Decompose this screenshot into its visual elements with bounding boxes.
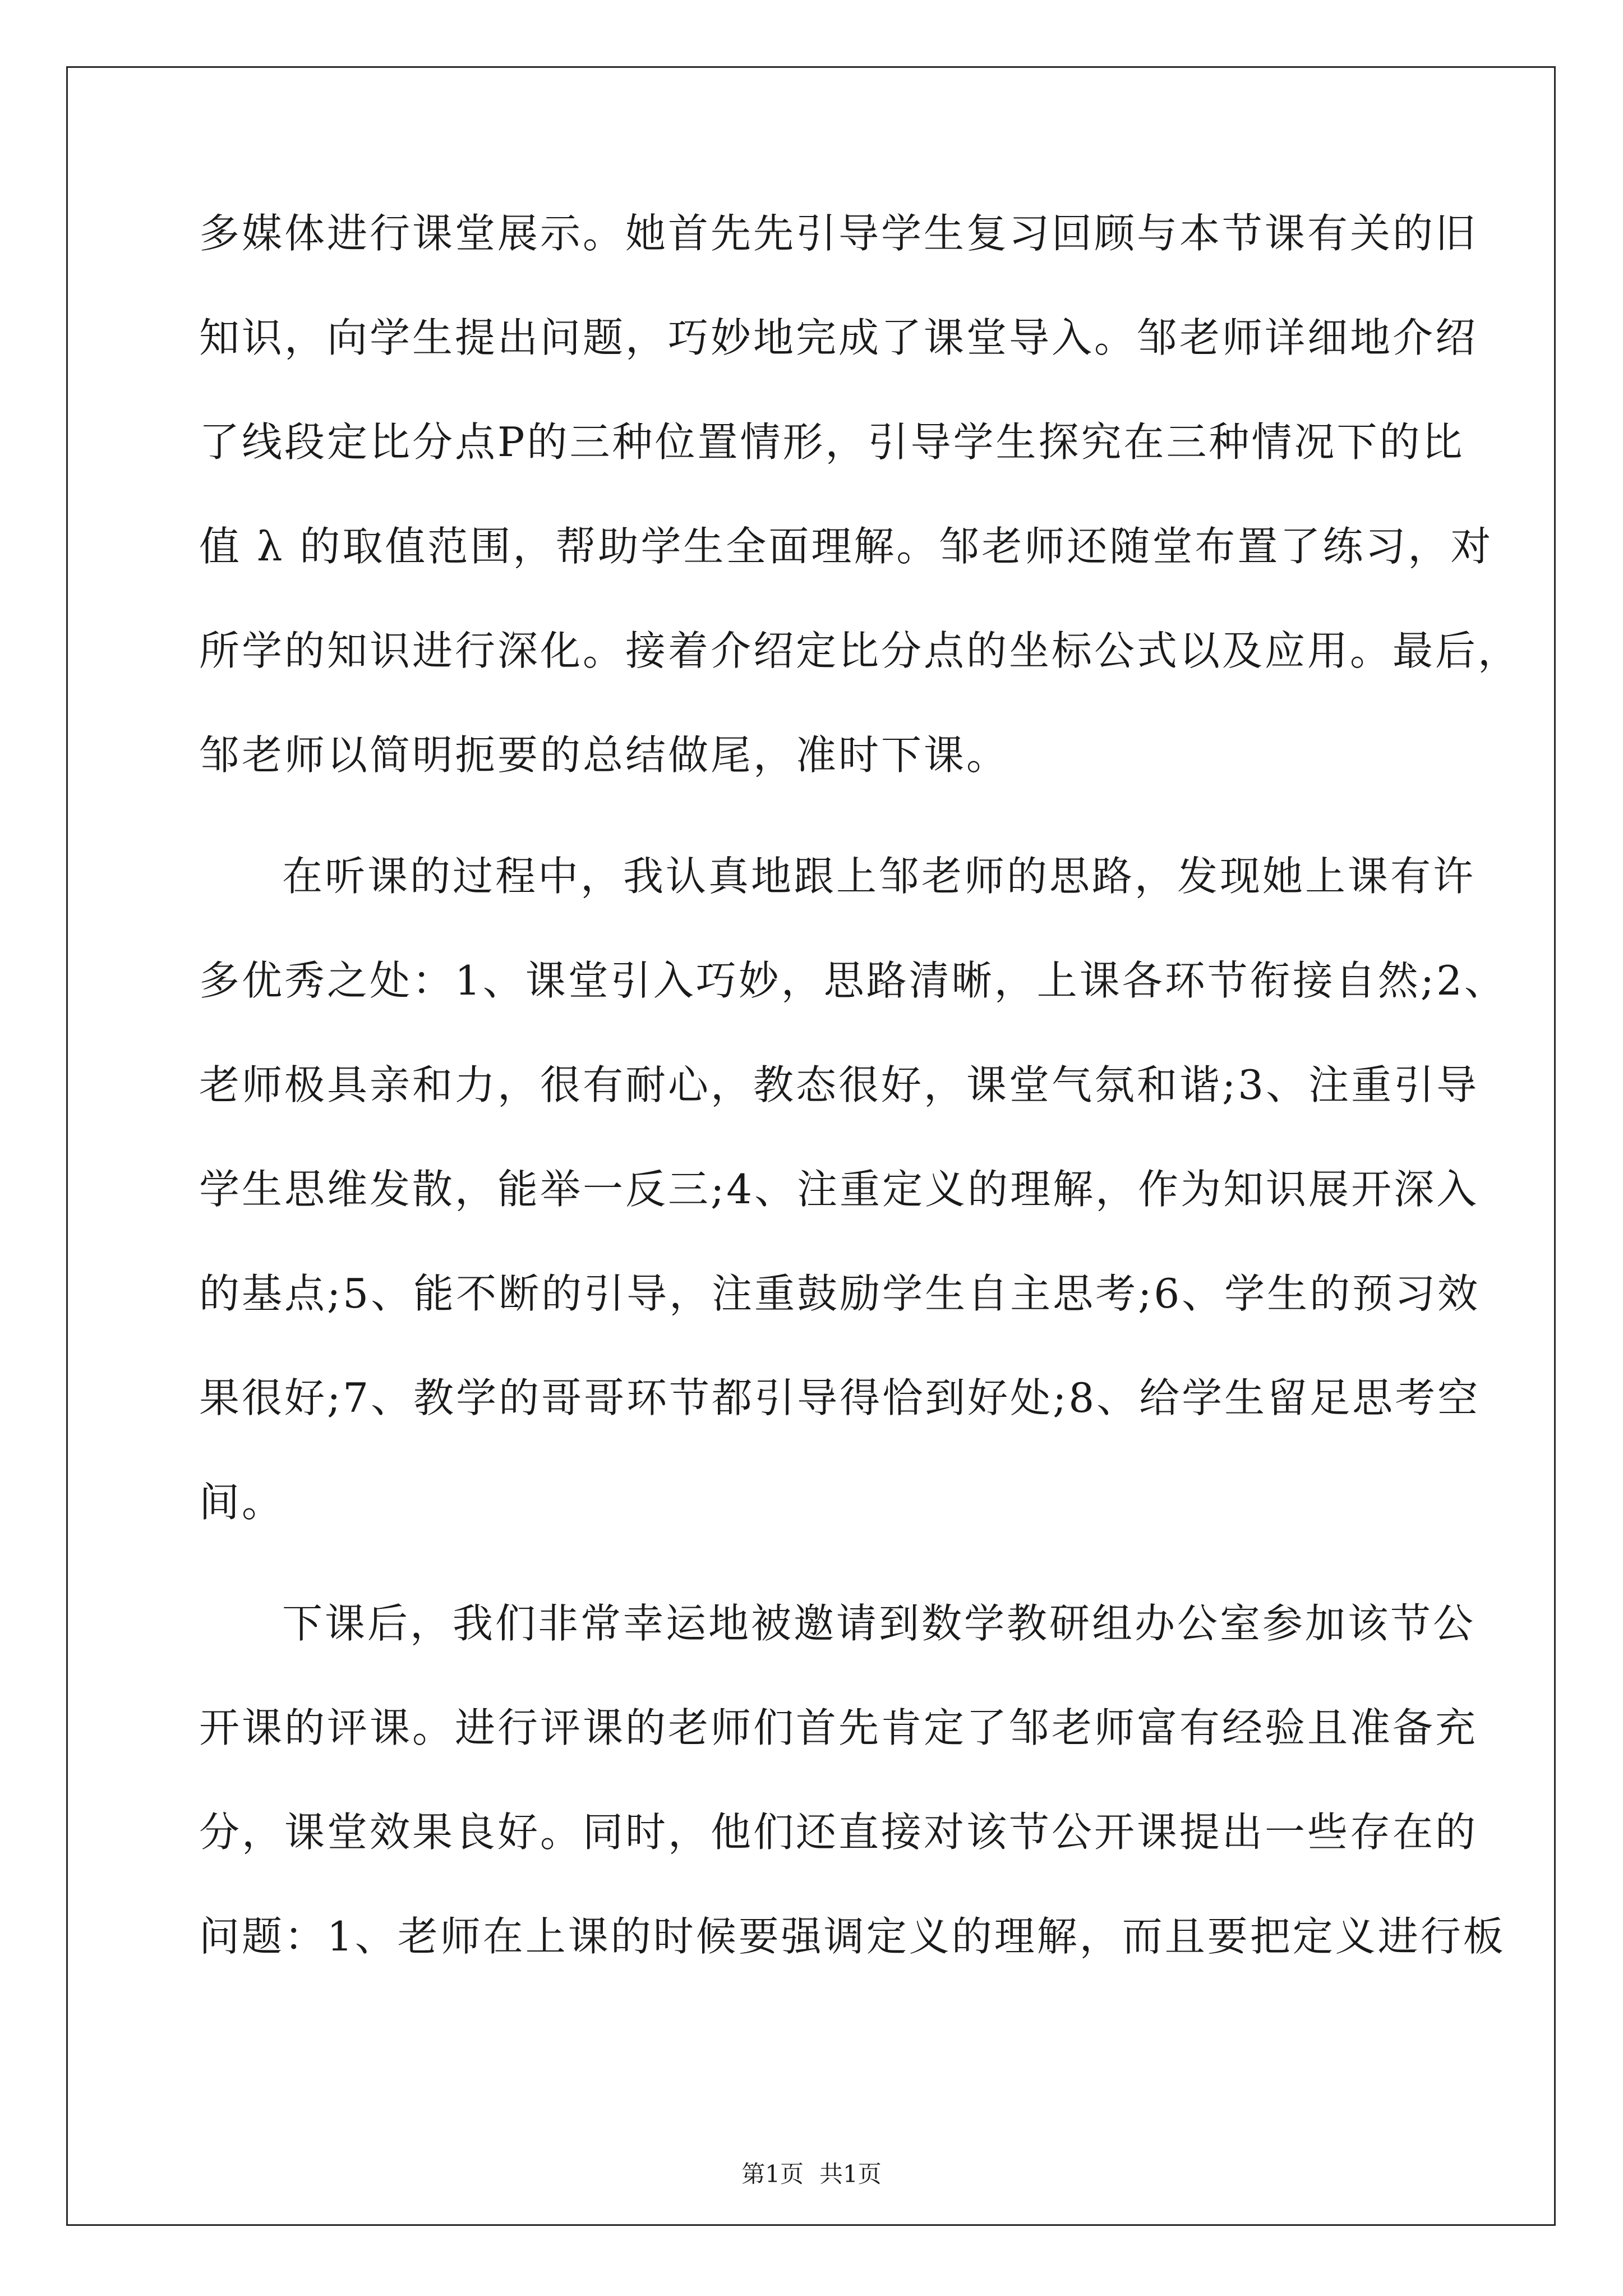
paragraph-1-line-4: 值 λ 的取值范围，帮助学生全面理解。邹老师还随堂布置了练习，对 — [199, 523, 1493, 570]
paragraph-3-line-3: 分，课堂效果良好。同时，他们还直接对该节公开课提出一些存在的 — [199, 1809, 1478, 1856]
page-number: 第1页 — [741, 2160, 804, 2188]
paragraph-2-line-3: 老师极具亲和力，很有耐心，教态很好，课堂气氛和谐;3、注重引导 — [199, 1061, 1479, 1108]
paragraph-3-line-4: 问题：1、老师在上课的时候要强调定义的理解，而且要把定义进行板 — [199, 1913, 1506, 1960]
paragraph-2-line-4: 学生思维发散，能举一反三;4、注重定义的理解，作为知识展开深入 — [199, 1166, 1479, 1213]
paragraph-1-line-5: 所学的知识进行深化。接着介绍定比分点的坐标公式以及应用。最后， — [199, 627, 1521, 674]
paragraph-3-line-2: 开课的评课。进行评课的老师们首先肯定了邹老师富有经验且准备充 — [199, 1704, 1478, 1751]
paragraph-2-line-5: 的基点;5、能不断的引导，注重鼓励学生自主思考;6、学生的预习效 — [199, 1270, 1481, 1317]
paragraph-2-line-1: 在听课的过程中，我认真地跟上邹老师的思路，发现她上课有许 — [282, 853, 1476, 900]
paragraph-1-line-3: 了线段定比分点P的三种位置情形，引导学生探究在三种情况下的比 — [199, 418, 1465, 466]
page-footer — [0, 2162, 1623, 2186]
paragraph-2-line-2: 多优秀之处：1、课堂引入巧妙，思路清晰，上课各环节衔接自然;2、 — [199, 957, 1507, 1004]
paragraph-2-line-7: 间。 — [199, 1479, 285, 1526]
paragraph-3-line-1: 下课后，我们非常幸运地被邀请到数学教研组办公室参加该节公 — [282, 1600, 1476, 1647]
paragraph-1-line-1: 多媒体进行课堂展示。她首先先引导学生复习回顾与本节课有关的旧 — [199, 210, 1478, 257]
paragraph-2-line-6: 果很好;7、教学的哥哥环节都引导得恰到好处;8、给学生留足思考空 — [199, 1374, 1481, 1421]
document-body — [199, 210, 1521, 2021]
page-total: 共1页 — [819, 2160, 882, 2188]
paragraph-1-line-2: 知识，向学生提出问题，巧妙地完成了课堂导入。邹老师详细地介绍 — [199, 314, 1478, 361]
paragraph-1-line-6: 邹老师以简明扼要的总结做尾，准时下课。 — [199, 731, 1009, 779]
